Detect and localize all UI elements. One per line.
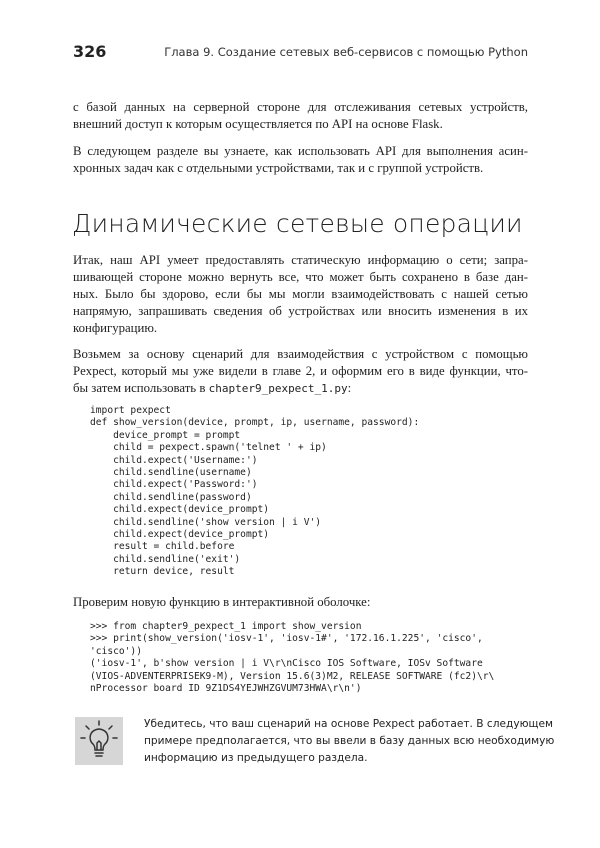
text-line: внешний доступ к которым осуществляется по API на основе Flask. [73,117,443,131]
text-line: В следующем разделе вы узнаете, как использовать API для выполнения асин- [73,144,528,158]
page-number: 326 [73,42,107,61]
page-header [73,42,528,64]
code-block-show-version: import pexpect def show_version(device, prompt, ip, username, password): device_prompt = prompt child = pexpect.spawn('telnet ' + ip) child.expect('Username:') child.sendline(username) child.expect('Password:') child.sendline(password) child.expect(device_prompt) child.sendline('show version | i V') child.expect(device_prompt) result = child.before child.sendline('exit') return device, result [90,405,420,578]
text-line: хронных задач как с отдельными устройствами, так и с группой устройств. [73,161,484,175]
text-line: Итак, наш API умеет предоставлять статическую информацию о сети; запра- [73,253,528,267]
inline-code-filename: chapter9_pexpect_1.py [208,382,348,395]
text-line: информацию из предыдущего раздела. [144,752,368,764]
text-line: напрямую, запрашивать сведения об устройствах или вносить изменения в их [73,304,528,318]
chapter-title: Глава 9. Создание сетевых веб-сервисов с помощью Python [164,45,528,59]
lightbulb-icon [75,717,123,765]
text-line: с базой данных на серверной стороне для отслеживания сетевых устройств, [73,100,528,114]
text-line: примере предполагается, что вы ввели в базу данных всю необходимую [144,735,555,747]
section-paragraph-2 [73,346,528,397]
intro-paragraph-1 [73,99,528,133]
code-block-interactive-shell: >>> from chapter9_pexpect_1 import show_version >>> print(show_version('iosv-1', 'iosv-1#', '172.16.1.225', 'cisco', 'cisco')) ('iosv-1', b'show version | i V\r\nCisco IOS Software, IOSv Software (VIOS-ADVENTERPRISEK9-M), Version 15.6(3)M2, RELEASE SOFTWARE (fc2)\r\ nProcessor board ID 9Z1DS4YEJWHZGVUM73HWA\r\n') [90,621,495,695]
tip-note [144,716,555,767]
text-line: Pexpect, который мы уже видели в главе 2, и оформим его в виде функции, что- [73,364,528,378]
text-line [73,380,528,397]
text-segment: : [347,381,352,395]
text-line: ных. Было бы здорово, если бы мы могли взаимодействовать с нашей сетью [73,287,528,301]
text-line: Возьмем за основу сценарий для взаимодействия с устройством с помощью [73,347,528,361]
text-line: шивающей стороне можно вернуть все, что может быть сохранено в базе дан- [73,270,528,284]
intro-paragraph-2 [73,143,528,177]
text-line: Проверим новую функцию в интерактивной оболочке: [73,595,371,609]
text-line: конфигурацию. [73,321,158,335]
text-line: Убедитесь, что ваш сценарий на основе Pexpect работает. В следующем [144,718,554,730]
section-paragraph-3 [73,594,528,611]
section-heading: Динамические сетевые операции [72,209,523,238]
text-segment: бы затем использовать в [73,381,209,395]
section-paragraph-1 [73,252,528,337]
